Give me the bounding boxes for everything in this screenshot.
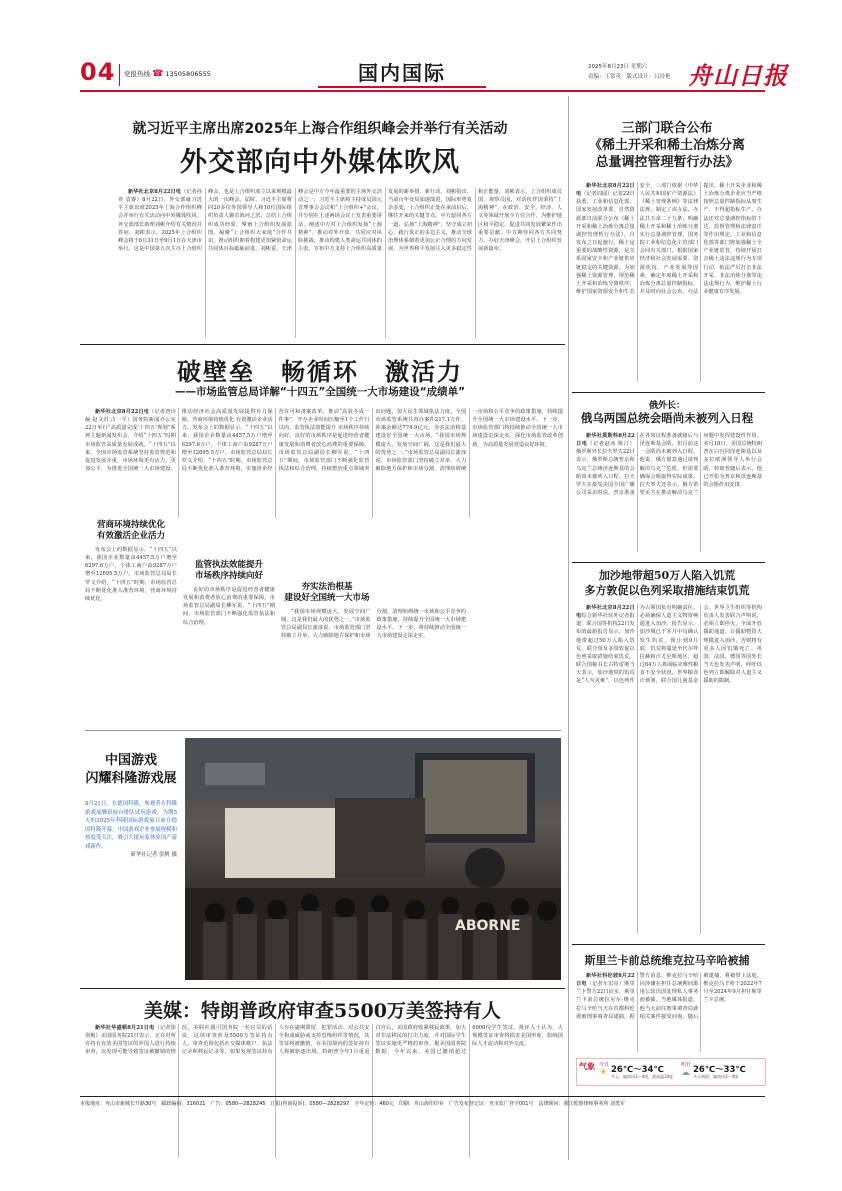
phone-icon: ☎ — [152, 69, 164, 79]
a6-text: （记者徐剑梅）美国国务院21日表示，正在对所有持有有效美国签证的外国人进行持续审查，以发现可能导致签证被撤销的情况。美联社援引国务院一名官员的话说，这项审查涉及5500万签证持有人，审查范围包括社交媒体账户、执法记录和移民记录等。如果发现签证持有人存在逾期滞留、犯罪活动、对公共安全构成威胁或支持恐怖组织等情况，其签证将被撤销，在美国境内的签证持有人将被驱逐出境。特朗普今年1月重返白宫后，美国政府收紧移民政策，加大对非法移民的打击力度，并对国际学生签证实施更严格的审查。据美国国务院数据，今年以来，美国已撤销超过6000份学生签证。批评人士认为，大规模签证审查将损害美国形象，影响国际人才流动和对外交流。 — [85, 1025, 563, 1056]
a6-byline: 新华社华盛顿8月21日电 — [95, 1025, 155, 1031]
issue-editors: 责编：王常英 版式设计：吕玲艳 — [588, 74, 671, 80]
photo-headline: 中国游戏 闪耀科隆游戏展 — [85, 753, 177, 786]
a4-byline: 新华社莫斯科8月22日电 — [576, 433, 635, 448]
hotline — [124, 69, 211, 79]
sun-icon: ☀ — [599, 1068, 608, 1078]
photo-bottom-rule — [80, 988, 565, 989]
a2-body-col2: 良好的市场秩序是促进经营者健康发展和消费者放心消费的重要保障。市场监管总局副局长柳军说，“十四五”期间，市场监管部门不断强化监管执法和综合治理。 — [183, 587, 275, 626]
weather-label: 气象 — [579, 1062, 595, 1071]
a4-kicker: 俄外长： — [648, 401, 685, 411]
a5-byline: 新华社北京8月22日电 — [576, 605, 635, 620]
a3-byline: 新华社北京8月22日电 — [576, 183, 635, 198]
a1-bottom-rule — [80, 344, 565, 345]
a4-headline: 俄乌两国总统会晤尚未被列入日程 — [580, 411, 754, 425]
page-number-divider — [119, 64, 120, 86]
a3-body — [576, 182, 762, 382]
game-expo-photo — [185, 738, 561, 980]
a1-headline: 外交部向中外媒体吹风 — [180, 147, 460, 178]
issue-info — [588, 62, 671, 82]
weather-today-label: 今日 — [599, 1062, 610, 1068]
a2-subtitle-3: 夯实法治根基 建设好全国统一大市场 — [284, 582, 370, 604]
a5-headline: 加沙地带超50万人陷入饥荒 多方敦促以色列采取措施结束饥荒 — [584, 569, 750, 597]
column-divider — [568, 96, 569, 1160]
a7-headline: 斯里兰卡前总统维克拉马辛哈被捕 — [584, 954, 750, 967]
a1-text: （记者孙奕 袁睿）8月22日，外交部就习近平主席出席2025年上海合作组织峰会并举行有关活动向中外媒体吹风。外交部部长助理刘彬介绍有关情况并答问。刘彬表示，2025年上合组织峰会将于8月31日至9月1日在天津市举行。这是中国第五次主办上合组织峰会，也是上合组织成立以来规模最大的一次峰会。届时，习近平主席将同20多位外国领导人和10位国际组织负责人聚首海河之滨，总结上合组织成功经验，擘画上合组织发展蓝图，凝聚“上合组织大家庭”合作共识，推动组织朝着构建更加紧密命运共同体目标砥砺前进。刘彬说，天津峰会是中方今年最重要的主场外交活动之一，习近平主席将主持成员国元首理事会会议和“上合组织+”会议，并分别在上述两场会议上发表重要讲话，阐述中方对上合组织发扬“上海精神”、推动对外开放、共同应对风险挑战、推动构建人类命运共同体的主张，宣布中方支持上合组织高质量发展的新举措、新行动。刘彬指出，当前百年变局加速演进，国际形势复杂多变，上合组织正处在承前启后、继往开来的关键节点。中方愿同各方一道，弘扬“上海精神”，坚守成立初心，践行真正的多边主义，推动全球治理体系朝着更加公正合理的方向发展，为世界和平发展注入更多稳定性和正能量。刘彬表示，上合组织成员国、观察员国、对话伙伴国秉持“上海精神”，在政治、安全、经济、人文等领域开展全方位合作，为维护地区和平稳定、促进共同发展繁荣作出重要贡献。中方期待同各方共同努力，办好天津峰会，开启上合组织发展新篇章。 — [118, 189, 562, 253]
a7-byline: 新华社科伦坡8月22日电 — [576, 973, 635, 988]
a6-body — [85, 1024, 563, 1158]
a5-body — [576, 604, 762, 934]
weather-today-desc: 多云，偏南风3～4级，最高温34度 — [611, 1074, 674, 1079]
weather-tomorrow-desc: 多云到阴，偏南风3～4级 — [693, 1074, 739, 1079]
section-tab — [318, 60, 486, 88]
weather-tomorrow-temp: 26℃～33℃ — [693, 1065, 746, 1075]
a2-subtitle-1: 营商环境持续优化 有效激活企业活力 — [96, 520, 165, 542]
a4-bottom-rule — [572, 562, 765, 563]
hotline-label: 党报热线 — [124, 70, 150, 78]
photo-caption: 8月21日，在德国科隆，参观者在科隆游戏展腾讯展台排队试玩游戏。为期5天的2025年科隆国际游戏展日前在德国科隆开幕，中国游戏企业参展规模和热度受关注，吸引大批玩家体验国产游戏新作。 — [85, 801, 177, 850]
a2-body-col3: “我国市场规模庞大，发展空间广阔，这是我们最大的优势之一。”市场监管总局副局长蒲淳说，市场监管部门坚持破立并举，大力破除地方保护和市场分割，清理妨碍统一市场和公平竞争的政策措施，持续提升全国统一大市场建设水平。下一步，将持续推动全国统一大市场建设走深走实。 — [281, 609, 466, 640]
masthead-rule — [80, 90, 765, 92]
a2-bottom-rule — [85, 730, 561, 731]
a1-byline: 新华社北京8月22日电 — [128, 189, 182, 195]
a2-body — [85, 408, 563, 518]
a2-text: （记者唐诗凝 赵文君 古一平）国务院新闻办公室22日举行“高质量完成‘十四五’规划”系列主题新闻发布会，介绍“十四五”时期市场监管高质量发展成就。“十四五”以来，全国市场监管系统坚持监管规范和促进发展并重，市场环境更有活力，更加公平，为推进全国统一大市场建设、推动经济社会高质量发展提供有力保障。营商环境持续优化 有效激活企业活力。发布会上的数据显示，“十四五”以来，我国企业数量由4457.5万户增至6297.6万户，个体工商户由9287万户增至12695.5万户。市场监管总局局长罗文介绍，“十四五”时期，市场监管总局不断优化准入准营环境，实施涉企经营许可和备案改革，推动“高效办成一件事”，开办企业时间压缩至1个工作日以内。监管执法效能提升 市场秩序持续向好。良好的市场秩序是促进经营者健康发展和消费者放心消费的重要保障。市场监管总局副局长柳军说，“十四五”期间，市场监管部门不断强化监管执法和综合治理，持续整治重点领域突出问题，加大民生领域执法力度，全国市场监管系统共查办案件217.1万件，涉案金额达774.9亿元。夯实法治根基 建设好全国统一大市场。“我国市场规模庞大，发展空间广阔，这是我们最大的优势之一。”市场监管总局副局长蒲淳说，市场监管部门坚持破立并举，大力破除地方保护和市场分割，清理妨碍统一市场和公平竞争的政策措施，持续提升全国统一大市场建设水平。下一步，市场监管部门将持续推动全国统一大市场建设走深走实，深化市场监管改革创新，为高质量发展营造良好环境。 — [85, 409, 563, 473]
issue-date: 2025年8月23日 星期六 — [588, 64, 648, 70]
a3-headline: 三部门联合公布 《稀土开采和稀土冶炼分离 总量调控管理暂行办法》 — [588, 121, 745, 170]
a1-kicker: 就习近平主席出席2025年上海合作组织峰会并举行有关活动 — [132, 121, 508, 137]
a7-text: （记者车宏亮）斯里兰卡警方22日证实，斯里兰卡前总统拉尼尔·维克拉马辛哈当天在首都科伦坡被刑事调查局逮捕。据警方消息，维克拉马辛哈因涉嫌在担任总统期间滥用公款出国处理私人事务而被捕。当地媒体报道，他当天前往刑事调查局就相关案件接受问询，随后被逮捕，将被带上法庭。维克拉马辛哈于2022年7月至2024年9月担任斯里兰卡总统。 — [576, 973, 762, 1020]
a3-text: （记者周圆）记者22日获悉，工业和信息化部、国家发展改革委、自然资源部日前联合公布《稀土开采和稀土冶炼分离总量调控管理暂行办法》，自发布之日起施行。稀土是重要的战略性资源，是关系国家安全和产业链供应链稳定的关键资源。为加强稀土资源管理，规范稀土开采和冶炼分离秩序，维护国家资源安全和生态安全，三部门依据《中华人民共和国矿产资源法》《稀土管理条例》等法律法规，制定了该办法。办法共五章二十九条，明确稀土开采和稀土冶炼分离实行总量调控管理，国务院工业和信息化主管部门会同有关部门，根据国家经济和社会发展需要、资源状况、产业发展等因素，确定年度稀土开采和冶炼分离总量控制指标，并及时向社会公布。办法提出，稀土开采企业和稀土冶炼分离企业应当严格按照总量控制指标从事生产，不得超指标生产。办法还对总量调控指标的下达、监督管理和法律责任等作出规定。工业和信息化部等部门将加强稀土全产业链监管，持续开展打击稀土违法违规行为专项行动，依法严厉打击非法开采、非法冶炼分离等违法违规行为，维护稀土行业健康有序发展。 — [576, 183, 762, 296]
a5-bottom-rule — [572, 944, 765, 945]
footer-rule — [80, 1096, 765, 1097]
photo-caption-box — [85, 800, 177, 970]
a4-body — [576, 432, 762, 552]
a2-subhead: ——市场监管总局详解“十四五”全国统一大市场建设“成绩单” — [174, 386, 466, 398]
hotline-number: 13505806555 — [165, 70, 211, 78]
newspaper-logo: 舟山日报 — [688, 61, 788, 90]
cloud-icon: ☁ — [681, 1068, 690, 1078]
a5-text: 综合新华社驻外记者报道：联合国等机构22日发布的最新报告显示，加沙地带超过50万人陷入饥荒，联合国及多国敦促以色列采取措施结束饥荒。联合国秘书长古特雷斯当天表示，加沙地带的饥荒是“人为灾难”，以色列作为占领国负有明确责任，必须确保人道主义物资畅通进入加沙。报告显示，加沙城已于本月中旬确认发生饥荒，预计到9月底，饥荒将蔓延至代尔拜拉赫和汗尤尼斯地区。超过64万人将面临灾难性粮食不安全状况。世界粮食计划署、联合国儿童基金会、世界卫生组织等机构负责人发表联合声明说，必须立即停火，全面开放援助通道，让援助物资大规模进入加沙，否则将有更多人因饥饿死亡。英国、法国、德国等国外长当天也发表声明，呼吁以色列立即解除对人道主义援助的限制。 — [576, 605, 762, 685]
a6-headline: 美媒：特朗普政府审查5500万美签持有人 — [144, 1000, 501, 1022]
photo-credit: 新华社记者 张帆 摄 — [130, 852, 177, 858]
weather-box — [576, 1058, 766, 1086]
a2-body-col1: 发布会上的数据显示，“十四五”以来，我国企业数量由4457.5万户增至6297.6万户，个体工商户由9287万户增至12695.5万户。市场监管总局局长罗文介绍，“十四五”时期，市场监管总局不断优化准入准营环境，营商环境持续优化。 — [85, 547, 177, 602]
weather-today-temp: 26℃～34℃ — [611, 1065, 664, 1075]
footer-info: 本报地址：舟山市新城长升路30号 邮政编码：316021 广告：0580—2828245 订报(咨询投诉)：0580—2828297 全年定价：460元 印刷：舟山海印印业 广告发布登记证：舟市监广登字001号 法律顾问：浙江乾惠律师事务所 刘勇军 — [80, 1101, 626, 1107]
page-number: 04 — [80, 58, 116, 86]
a3-bottom-rule — [572, 392, 765, 393]
a7-body — [576, 972, 762, 1052]
a1-body — [118, 188, 562, 338]
weather-tomorrow-label: 明日 — [681, 1062, 692, 1068]
a4-text: （记者赵冰 陈汀）俄罗斯外长拉夫罗夫22日表示，俄罗斯总统普京和乌克兰总统泽连斯基的会晤尚未被列入日程。拉夫罗夫在接受美国全国广播公司采访时说，普京准备在各项议程准备就绪后与泽连斯基会晤，但目前这一会晤尚未被列入日程。他说，俄方愿意通过谈判解决乌克兰危机，但需要确保会晤取得实际成果。拉夫罗夫还表示，俄方希望美方在推动解决乌克兰问题中发挥建设性作用。本月18日，美国总统特朗普在白宫同泽连斯基以及多位欧洲领导人举行会晤。特朗普随后表示，他已开始为普京和泽连斯基的会晤作出安排。 — [576, 433, 762, 497]
a2-headline: 破壁垒 畅循环 激活力 — [177, 357, 463, 386]
a2-byline: 新华社北京8月22日电 — [95, 409, 150, 415]
section-title: 国内国际 — [358, 61, 446, 85]
game-expo-scene — [185, 738, 561, 980]
photo-banner-text: ABORNE — [455, 918, 521, 934]
a2-subtitle-2: 监管执法效能提升 市场秩序持续向好 — [194, 560, 263, 582]
